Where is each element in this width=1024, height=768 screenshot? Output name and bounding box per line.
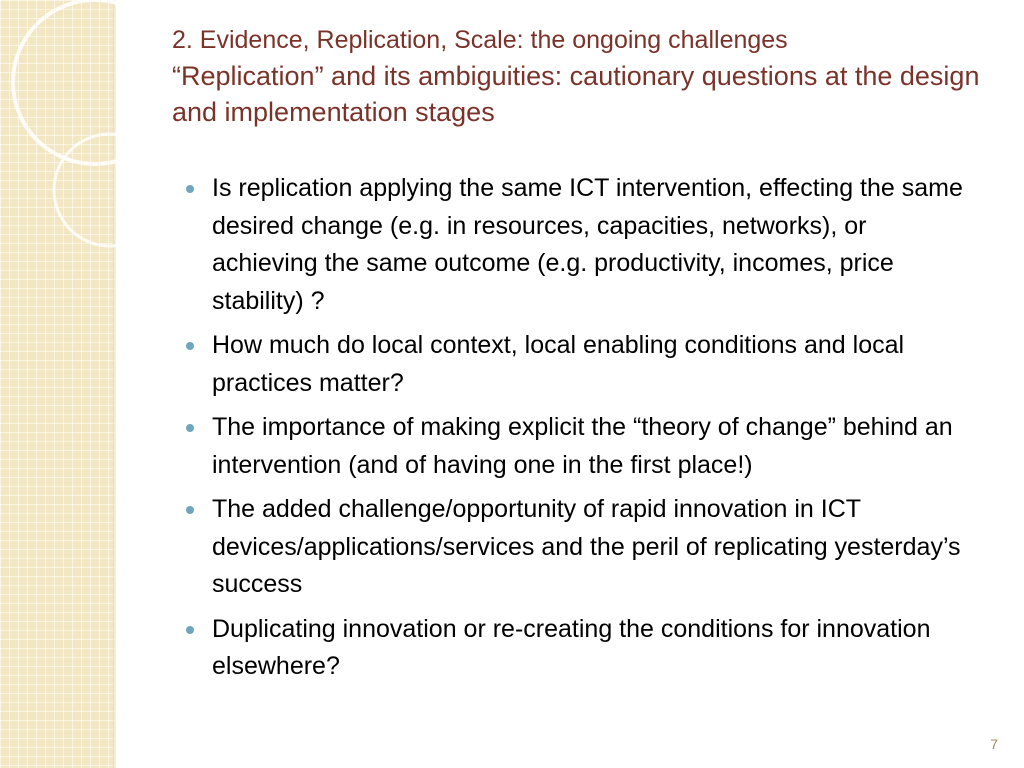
slide-title: “Replication” and its ambiguities: cautionary questions at the design and implementation stages xyxy=(172,61,980,127)
slide-number: 7 xyxy=(990,736,998,752)
bullet-text: The added challenge/opportunity of rapid innovation in ICT devices/applications/services and the peril of replicating yesterday’s success xyxy=(212,495,961,598)
bullet-item xyxy=(186,611,976,686)
bullet-item xyxy=(186,491,976,604)
bullet-dot-icon xyxy=(186,424,194,432)
slide-title-block xyxy=(172,24,1002,130)
bullet-list xyxy=(186,170,976,693)
bullet-item xyxy=(186,327,976,402)
bullet-dot-icon xyxy=(186,626,194,634)
bullet-dot-icon xyxy=(186,506,194,514)
section-title: 2. Evidence, Replication, Scale: the ongoing challenges xyxy=(172,26,788,54)
bullet-text: The importance of making explicit the “theory of change” behind an intervention (and of having one in the first place!) xyxy=(212,413,953,479)
bullet-dot-icon xyxy=(186,185,194,193)
bullet-dot-icon xyxy=(186,342,194,350)
bullet-item xyxy=(186,170,976,320)
bullet-text: Is replication applying the same ICT intervention, effecting the same desired change (e.g. in resources, capacities, networks), or achieving the same outcome (e.g. productivity, incomes, price stability) ? xyxy=(212,174,963,315)
bullet-item xyxy=(186,409,976,484)
bullet-text: Duplicating innovation or re-creating the conditions for innovation elsewhere? xyxy=(212,614,931,680)
decorative-circles xyxy=(0,0,200,300)
bullet-text: How much do local context, local enabling conditions and local practices matter? xyxy=(212,331,905,397)
